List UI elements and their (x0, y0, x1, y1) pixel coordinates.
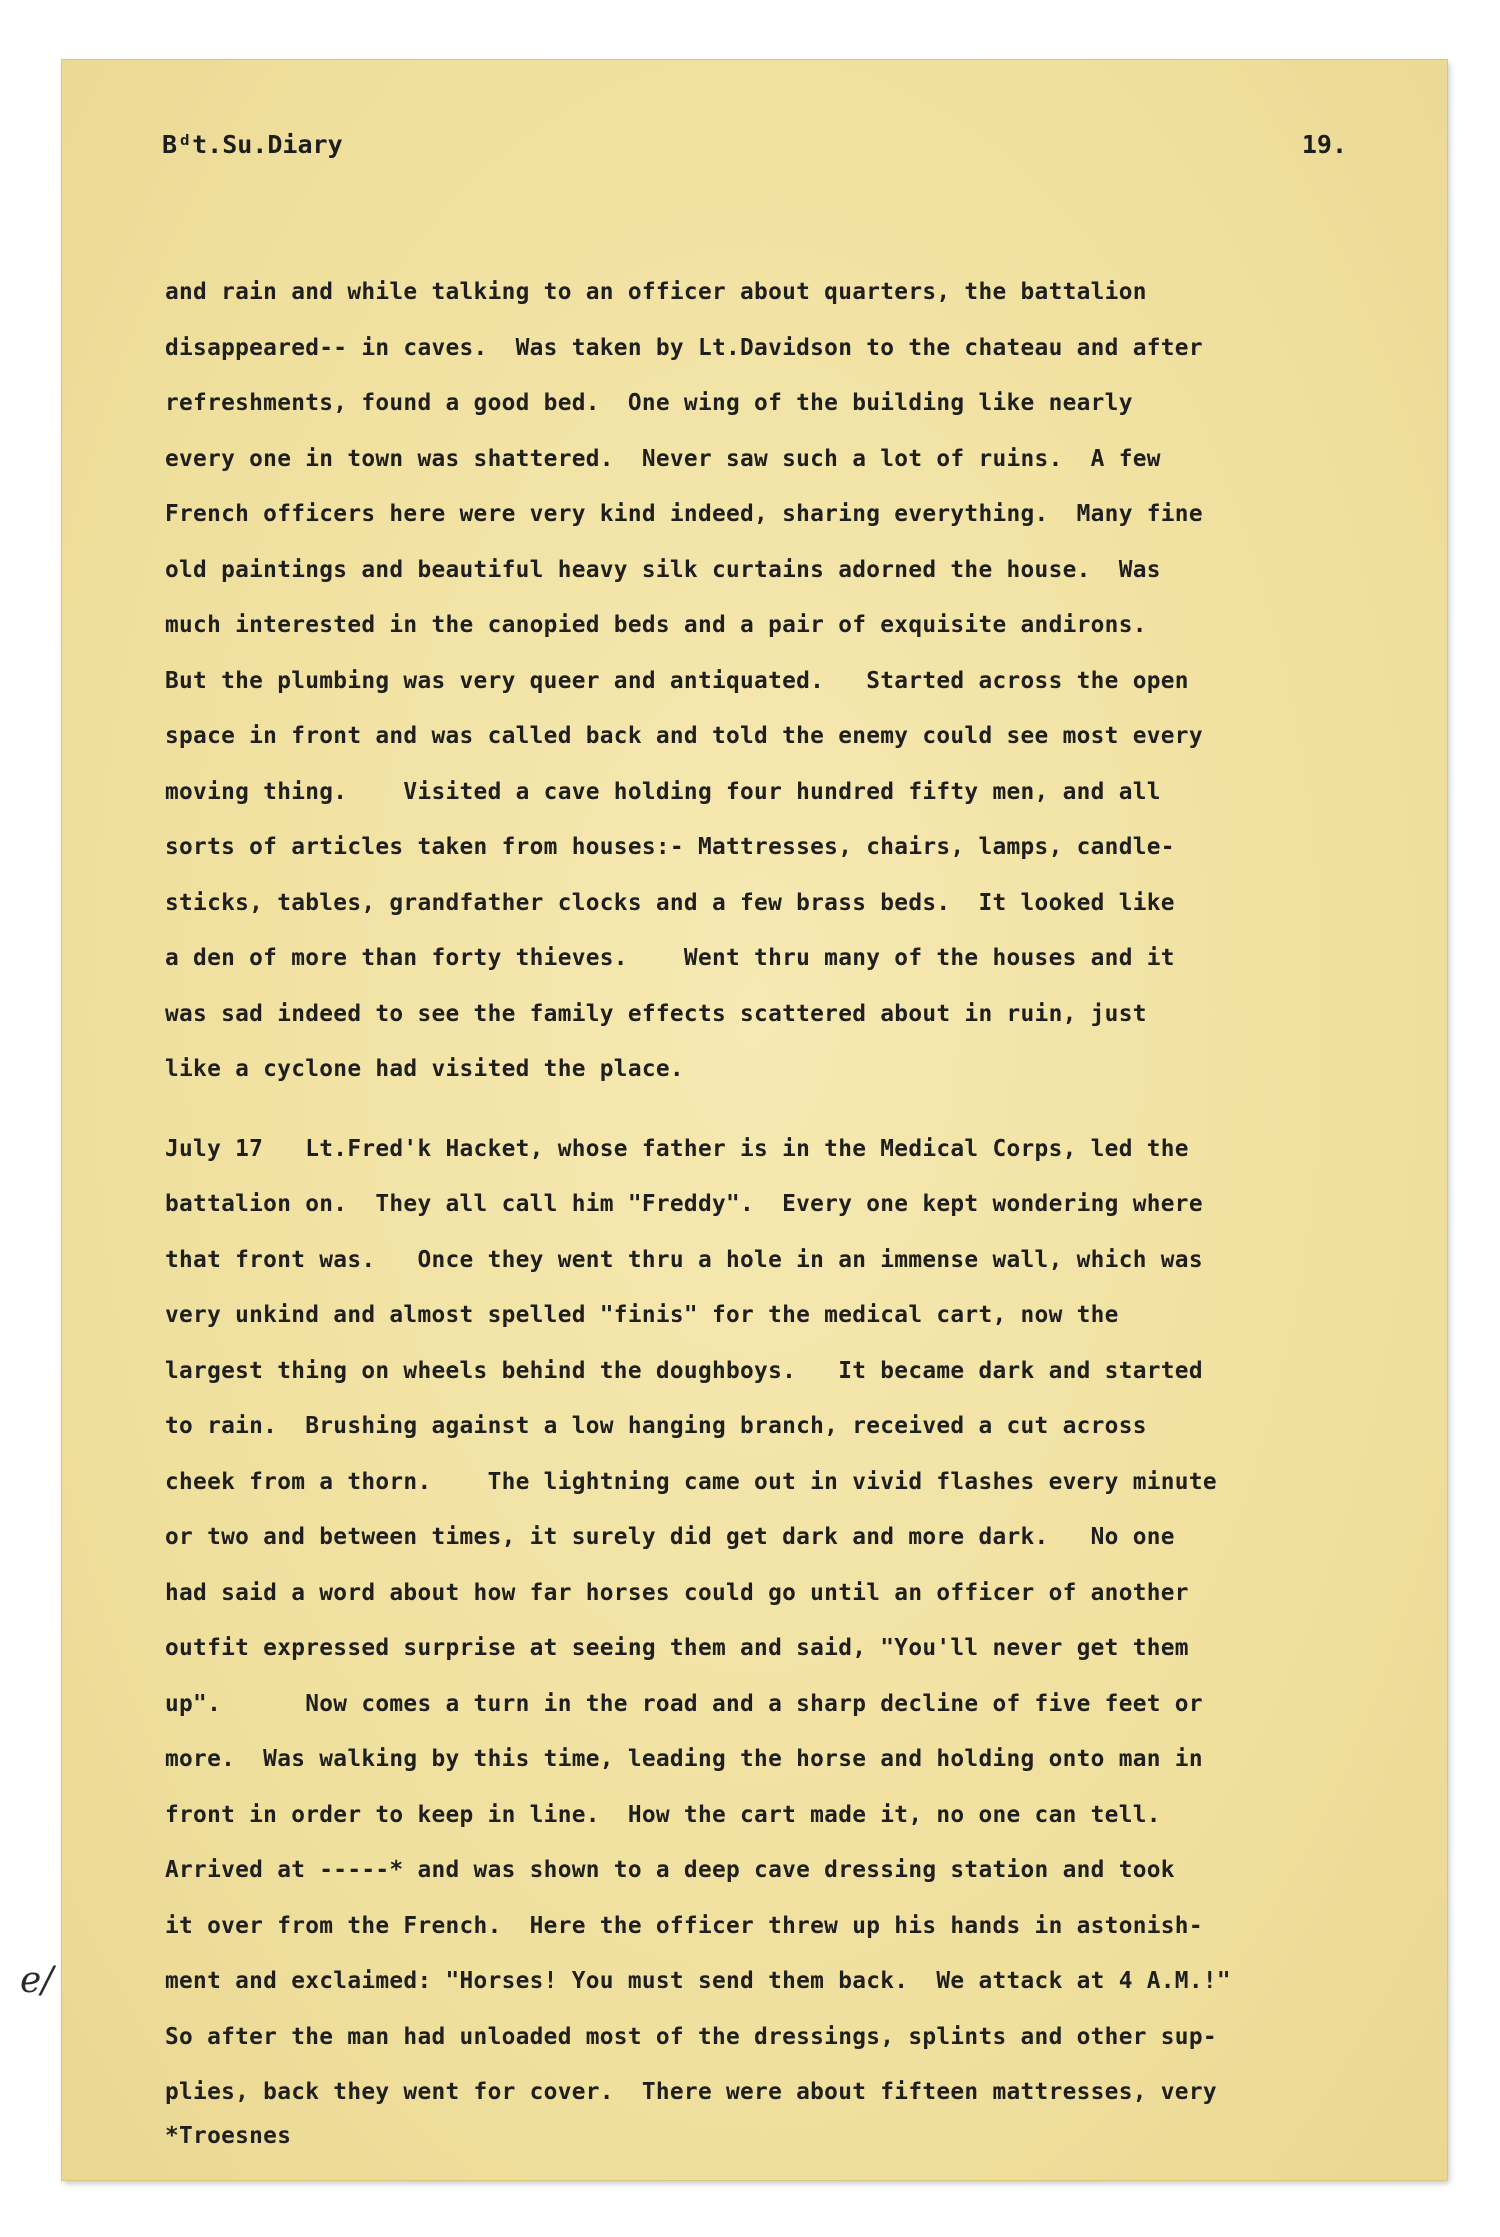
page-number: 19. (1301, 130, 1347, 159)
diary-body (165, 265, 1385, 2151)
text-line: had said a word about how far horses could go until an officer of another (165, 1579, 1189, 1606)
text-line: very unkind and almost spelled "finis" for the medical cart, now the (165, 1302, 1119, 1328)
text-line: moving thing. Visited a cave holding four hundred fifty men, and all (165, 778, 1161, 805)
text-line: French officers here were very kind indeed, sharing everything. Many fine (165, 501, 1203, 527)
text-line: it over from the French. Here the officer threw up his hands in astonish- (165, 1912, 1203, 1939)
text-line: sticks, tables, grandfather clocks and a few brass beds. It looked like (165, 889, 1175, 916)
text-line: outfit expressed surprise at seeing them and said, "You'll never get them (165, 1635, 1189, 1661)
paragraph-1 (165, 265, 1385, 1098)
text-line: So after the man had unloaded most of the dressings, splints and other sup- (165, 2023, 1217, 2050)
text-line: refreshments, found a good bed. One wing of the building like nearly (165, 390, 1133, 416)
text-line: to rain. Brushing against a low hanging branch, received a cut across (165, 1413, 1147, 1439)
paragraph-gap (165, 1098, 1385, 1122)
text-line: more. Was walking by this time, leading the horse and holding onto man in (165, 1746, 1203, 1772)
text-line: battalion on. They all call him "Freddy". Every one kept wondering where (165, 1191, 1203, 1217)
text-line: July 17 Lt.Fred'k Hacket, whose father is in the Medical Corps, led the (165, 1135, 1189, 1162)
document-title: Bᵈt.Su.Diary (162, 130, 343, 159)
handwritten-margin-note: e/ (20, 1960, 54, 2001)
text-line: was sad indeed to see the family effects scattered about in ruin, just (165, 1000, 1147, 1027)
text-line: front in order to keep in line. How the cart made it, no one can tell. (165, 1801, 1161, 1828)
text-line: sorts of articles taken from houses:- Mattresses, chairs, lamps, candle- (165, 834, 1175, 860)
text-line: up". Now comes a turn in the road and a sharp decline of five feet or (165, 1690, 1203, 1717)
text-line: Arrived at -----* and was shown to a deep cave dressing station and took (165, 1857, 1175, 1883)
text-line: largest thing on wheels behind the doughboys. It became dark and started (165, 1357, 1203, 1384)
text-line: much interested in the canopied beds and a pair of exquisite andirons. (165, 612, 1147, 638)
footnote: *Troesnes (165, 2122, 292, 2149)
text-line: plies, back they went for cover. There were about fifteen mattresses, very (165, 2079, 1217, 2105)
diary-page (62, 60, 1447, 2180)
text-line: like a cyclone had visited the place. (165, 1056, 684, 1082)
text-line: every one in town was shattered. Never saw such a lot of ruins. A few (165, 445, 1161, 472)
text-line: cheek from a thorn. The lightning came out in vivid flashes every minute (165, 1468, 1217, 1495)
text-line: or two and between times, it surely did get dark and more dark. No one (165, 1524, 1175, 1550)
page-header (162, 130, 1347, 170)
text-line: ment and exclaimed: "Horses! You must send them back. We attack at 4 A.M.!" (165, 1968, 1231, 1994)
text-line: disappeared-- in caves. Was taken by Lt.Davidson to the chateau and after (165, 334, 1203, 361)
text-line: But the plumbing was very queer and antiquated. Started across the open (165, 667, 1189, 694)
paragraph-2 (165, 1122, 1385, 2121)
text-line: a den of more than forty thieves. Went thru many of the houses and it (165, 945, 1175, 971)
text-line: old paintings and beautiful heavy silk curtains adorned the house. Was (165, 556, 1161, 583)
text-line: and rain and while talking to an officer about quarters, the battalion (165, 279, 1147, 305)
text-line: space in front and was called back and told the enemy could see most every (165, 723, 1203, 749)
text-line: that front was. Once they went thru a hole in an immense wall, which was (165, 1246, 1203, 1273)
